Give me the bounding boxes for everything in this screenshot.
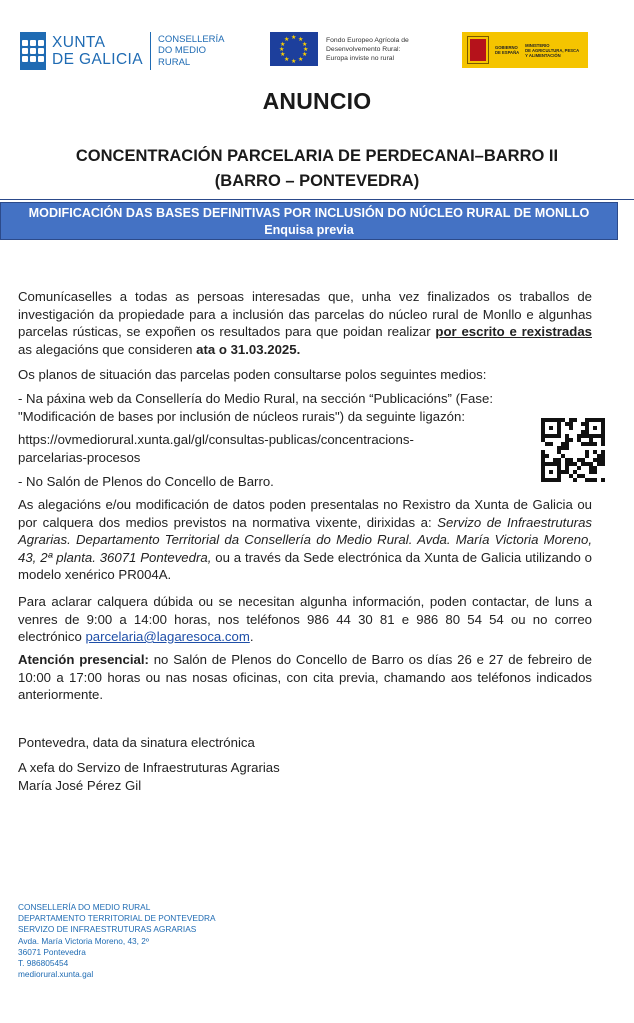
submission-end: ou a través da Sede electrónica da Xunta de Galicia utilizando o modelo xenérico PR004A. (18, 549, 592, 582)
paragraph-plans: Os planos de situación das parcelas poden consultarse polos seguintes medios: (18, 367, 487, 382)
spain-coat-of-arms-icon (468, 37, 488, 63)
logo-divider (150, 32, 151, 70)
footer-line3: SERVIZO DE INFRAESTRUTURAS AGRARIAS (18, 924, 197, 935)
footer-line1: CONSELLERÍA DO MEDIO RURAL (18, 902, 151, 912)
footer-line6: T. 986805454 (18, 958, 69, 969)
notice-middle: as alegacións que consideren (18, 341, 197, 357)
eu-feader-logo (270, 32, 409, 66)
min-line1: MINISTERIO (525, 42, 550, 48)
consultation-link[interactable] (18, 431, 538, 466)
paragraph-notice (18, 288, 592, 358)
paragraph-submission (18, 496, 592, 584)
paragraph-attention (18, 651, 592, 704)
subtitle-line2: (BARRO – PONTEVEDRA) (214, 172, 420, 190)
min-line3: Y ALIMENTACIÓN (525, 52, 561, 58)
footer-line4: Avda. María Victoria Moreno, 43, 2º (18, 935, 149, 946)
notice-prefix: realizar (387, 324, 436, 339)
deadline-date: ata o 31.03.2025. (196, 341, 301, 357)
xunta-emblem-icon (20, 32, 46, 70)
eu-line2: Desenvolvemento Rural: (326, 45, 401, 53)
signer-role: A xefa do Servizo de Infraestruturas Agrarias (18, 760, 280, 775)
link-line2[interactable]: parcelarias-procesos (18, 449, 141, 465)
consel-line3: RURAL (158, 56, 191, 68)
paragraph-web (18, 390, 608, 425)
ministerio-text (525, 43, 579, 58)
submission-text: As alegacións e/ou modificación de datos poden presentalas no Rexistro da Xunta de Galicia ou por calquera dos medios previstos na normativa vixente, dirixidas a: (18, 497, 592, 530)
xunta-logo (20, 32, 225, 70)
section-banner (0, 202, 618, 240)
eu-line1: Fondo Europeo Agrícola de (326, 36, 409, 44)
contact-email-link[interactable]: parcelaria@lagaresoca.com (85, 629, 250, 644)
footer-line5: 36071 Pontevedra (18, 946, 86, 957)
attention-label: Atención presencial: (18, 652, 149, 667)
footer-address (18, 902, 215, 980)
banner-rule (0, 199, 634, 200)
web-line2: "Modificación de bases por inclusión de núcleos rurais") da seguinte ligazón: (18, 408, 466, 424)
submission-address: Servizo de Infraestruturas Agrarias. Departamento Territorial da Consellería do Medio Rural. Avda. María Victoria Moreno, 43, 2ª planta. 36071 Pontevedra, (18, 514, 592, 565)
page-title: ANUNCIO (262, 88, 372, 114)
gov-line1: GOBIERNO (495, 45, 518, 50)
page-subtitle (0, 144, 634, 194)
header (0, 28, 634, 78)
consel-line2: DO MEDIO (158, 45, 207, 57)
consel-line1: CONSELLERÍA (158, 33, 225, 45)
xunta-line1: XUNTA (52, 34, 106, 51)
xunta-line2: DE GALICIA (52, 51, 143, 68)
closing-date: Pontevedra, data da sinatura electrónica (18, 735, 255, 750)
attention-text: no Salón de Plenos do Concello de Barro os días 26 e 27 de febreiro de 10:00 a 17:00 horas ou nas nosas oficinas, con cita previa, chamando aos teléfonos indicados anteriormente. (18, 652, 592, 702)
xunta-wordmark (52, 34, 143, 68)
web-line1: - Na páxina web da Consellería do Medio Rural, na sección “Publicacións” (Fase: (18, 391, 493, 406)
min-line2: DE AGRICULTURA, PESCA (525, 47, 580, 53)
conselleria-wordmark (158, 34, 225, 69)
contact-end: . (249, 629, 254, 644)
banner-title: MODIFICACIÓN DAS BASES DEFINITIVAS POR INCLUSIÓN DO NÚCLEO RURAL DE MONLLO (28, 206, 590, 220)
banner-subtitle: Enquisa previa (264, 223, 354, 237)
footer-website-link[interactable]: mediorural.xunta.gal (18, 969, 94, 980)
gobierno-text (495, 45, 519, 55)
gov-line2: DE ESPAÑA (495, 50, 520, 55)
eu-feader-text (326, 36, 409, 63)
notice-emphasis: por escrito e rexistradas (435, 324, 592, 339)
paragraph-contact (18, 593, 592, 646)
eu-flag-icon: ★ ★ ★ ★ ★ ★ ★ ★ ★ ★ ★ ★ (270, 32, 318, 66)
spain-ministry-logo (462, 32, 588, 68)
subtitle-line1: CONCENTRACIÓN PARCELARIA DE PERDECANAI–BARRO II (75, 147, 559, 165)
notice-text: Comunícaselles a todas as persoas interesadas que, unha vez finalizados os traballos de investigación da propiedade para a inclusión das parcelas do núcleo rural de Monllo e algunhas parcelas rústicas, se expoñen os resultados para que poidan (18, 289, 592, 339)
eu-line3: Europa inviste no rural (326, 54, 395, 62)
footer-line2: DEPARTAMENTO TERRITORIAL DE PONTEVEDRA (18, 913, 216, 924)
signer-name: María José Pérez Gil (18, 778, 142, 793)
link-line1[interactable]: https://ovmediorural.xunta.gal/gl/consultas-publicas/concentracions- (18, 432, 414, 447)
paragraph-townhall: - No Salón de Plenos do Concello de Barro. (18, 474, 274, 489)
contact-text: Para aclarar calquera dúbida ou se necesitan algunha información, poden contactar, de luns a venres de 9:00 a 14:00 horas, nos teléfonos 986 44 30 81 e 986 80 54 54 ou no correo electrónico (18, 594, 592, 644)
